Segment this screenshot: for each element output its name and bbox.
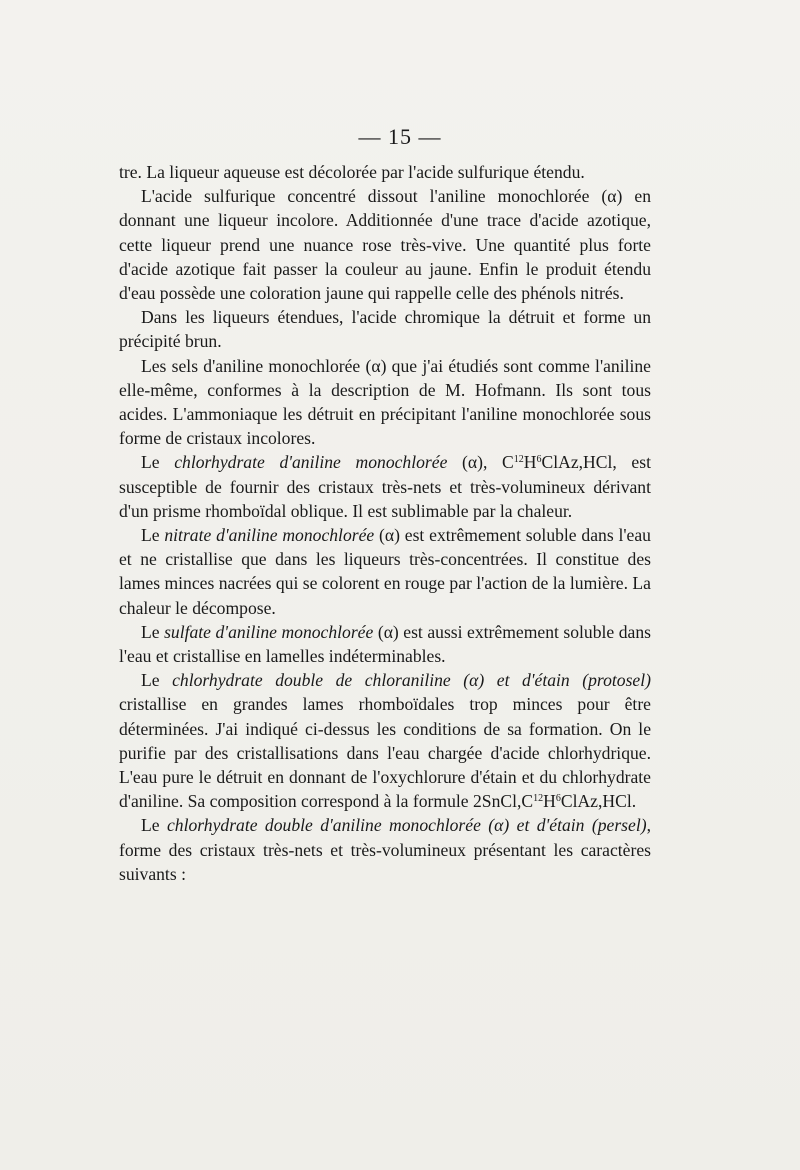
page-number: — 15 — xyxy=(358,124,442,149)
p5-alpha: (α), xyxy=(447,452,503,473)
p8-sup-2: 6 xyxy=(555,793,561,805)
p6-italic: nitrate d'aniline monochlorée xyxy=(164,525,375,546)
p8-formula-a: 2SnCl,C xyxy=(472,791,534,812)
paragraph-9 xyxy=(119,813,651,886)
body-text xyxy=(119,160,651,886)
paragraph-4: Les sels d'aniline monochlorée (α) que j'ai étudiés sont comme l'aniline elle-même, conformes à la description de M. Hofmann. Ils sont tous acides. L'ammoniaque les détruit en précipitant l'aniline monochlorée sous forme de cristaux incolores. xyxy=(119,355,651,449)
p7-italic: sulfate d'aniline monochlorée xyxy=(164,621,374,642)
p5-rest: , est susceptible de fournir des cristaux très-nets et très-volumineux dérivant d'un prisme rhomboïdal oblique. Il est sublimable par la chaleur. xyxy=(119,452,651,521)
paragraph-7 xyxy=(119,620,651,668)
p5-formula-b: H xyxy=(523,452,537,473)
paragraph-8 xyxy=(119,668,651,813)
p5-sup-2: 6 xyxy=(536,454,542,466)
p5-lead: Le xyxy=(141,452,175,473)
p5-formula-c: ClAz,HCl xyxy=(541,452,613,473)
p6-lead: Le xyxy=(141,525,165,546)
paragraph-6 xyxy=(119,523,651,620)
p8-rest: cristallise en grandes lames rhomboïdales trop minces pour être déterminées. J'ai indiqué ci-dessus les conditions de sa formation. On le purifie par des cristallisations dans l'eau chargée d'acide chlorhydrique. L'eau pure le détruit en donnant de l'oxychlorure d'étain et du chlorhydrate d'aniline. Sa composition correspond à la formule xyxy=(119,694,651,812)
p5-formula-a: C xyxy=(502,452,514,473)
p8-lead: Le xyxy=(141,670,173,691)
p7-rest: (α) est aussi extrêmement soluble dans l'eau et cristallise en lamelles indéterminables. xyxy=(119,621,651,667)
paragraph-3: Dans les liqueurs étendues, l'acide chromique la détruit et forme un précipité brun. xyxy=(119,307,651,352)
p8-formula-c: ClAz,HCl. xyxy=(560,791,637,812)
p5-italic: chlorhydrate d'aniline monochlorée xyxy=(174,452,448,473)
paragraph-1: tre. La liqueur aqueuse est décolorée par l'acide sulfurique étendu. xyxy=(119,162,585,182)
p8-italic: chlorhydrate double de chloraniline (α) et d'étain (protosel) xyxy=(172,670,651,691)
p9-italic: chlorhydrate double d'aniline monochlorée (α) et d'étain (persel) xyxy=(166,815,647,836)
p8-sup-1: 12 xyxy=(533,793,544,805)
p8-formula-b: H xyxy=(543,791,556,812)
p7-lead: Le xyxy=(141,621,165,642)
p5-sup-1: 12 xyxy=(513,454,524,466)
p9-lead: Le xyxy=(141,815,167,836)
paragraph-2: L'acide sulfurique concentré dissout l'aniline monochlorée (α) en donnant une liqueur incolore. Additionnée d'une trace d'acide azotique, cette liqueur prend une nuance rose très-vive. Une quantité plus forte d'acide azotique fait passer la couleur au jaune. Enfin le produit étendu d'eau possède une coloration jaune qui rappelle celle des phénols nitrés. xyxy=(119,186,651,304)
paragraph-5 xyxy=(119,450,651,523)
p9-rest: , forme des cristaux très-nets et très-volumineux présentant les caractères suivants : xyxy=(119,815,651,884)
p6-rest: (α) est extrêmement soluble dans l'eau et ne cristallise que dans les liqueurs très-concentrées. Il constitue des lames minces nacrées qui se colorent en rouge par l'action de la lumière. La chaleur le décompose. xyxy=(119,525,651,618)
